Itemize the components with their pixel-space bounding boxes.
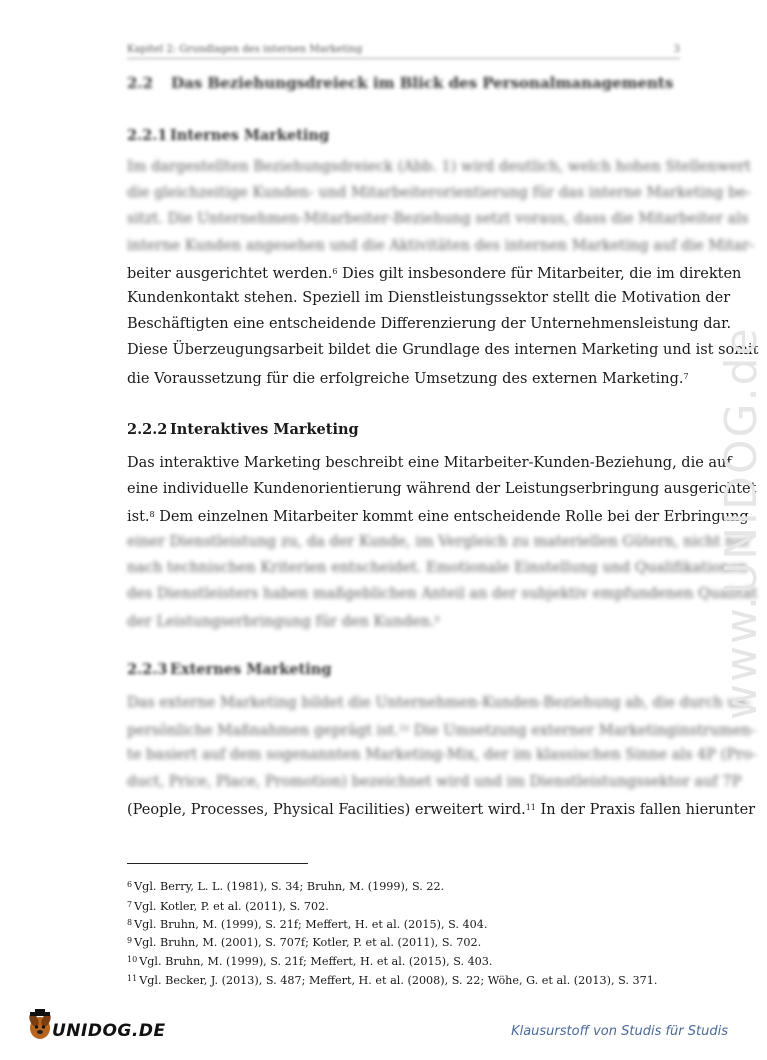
section-heading <box>127 74 687 92</box>
footnote-ref: 6 <box>332 266 338 276</box>
footnote: $^9$ Vgl. Bruhn, M. (2001), S. 707f; Kotler, P. et al. (2011), S. 702. <box>127 936 482 949</box>
section-title: Das Beziehungsdreieck im Blick des Personalmanagements <box>171 74 674 92</box>
logo-text[interactable]: UNIDOG.DE <box>52 1021 166 1041</box>
footnote: $^{11}$ Vgl. Becker, J. (2013), S. 487; Meffert, H. et al. (2008), S. 22; Wöhe, G. et al. (2013), S. 371. <box>127 974 658 987</box>
text-line: die Voraussetzung für die erfolgreiche Umsetzung des externen Marketing.$^7$ <box>127 370 689 387</box>
text-line: der Leistungserbringung für den Kunden.$^9$ <box>127 614 440 631</box>
footnote-ref: 9 <box>434 615 440 625</box>
watermark: www.UNIDOG.de <box>716 326 767 720</box>
subsection-number: 2.2.1 <box>127 127 168 144</box>
subsection-title: Internes Marketing <box>170 127 330 144</box>
footnote-ref: 8 <box>149 510 155 520</box>
footnote: $^{10}$ Vgl. Bruhn, M. (1999), S. 21f; Meffert, H. et al. (2015), S. 403. <box>127 955 493 968</box>
text-line: Kundenkontakt stehen. Speziell im Dienstleistungssektor stellt die Motivation der <box>127 289 731 306</box>
text-line: Diese Überzeugungsarbeit bildet die Grundlage des internen Marketing und ist somit <box>127 342 759 359</box>
footnote-ref: 7 <box>683 371 689 381</box>
footnote: $^8$ Vgl. Bruhn, M. (1999), S. 21f; Meffert, H. et al. (2015), S. 404. <box>127 918 488 931</box>
subsection-heading-external <box>127 661 331 678</box>
running-header <box>127 44 680 59</box>
header-page-number: 3 <box>673 44 680 55</box>
footnote-separator <box>127 863 308 864</box>
text-line: einer Dienstleistung zu, da der Kunde, im Vergleich zu materiellen Gütern, nicht nur <box>127 533 751 550</box>
footnote-ref: 10 <box>398 724 410 734</box>
text-line: des Dienstleisters haben maßgeblichen Anteil an der subjektiv empfundenen Qualität <box>127 585 758 602</box>
footnote: $^7$ Vgl. Kotler, P. et al. (2011), S. 702. <box>127 900 329 913</box>
paragraph-interactive-marketing <box>127 450 758 633</box>
text-line: die gleichzeitige Kunden- und Mitarbeiterorientierung für das interne Marketing be- <box>127 185 751 202</box>
text-line: (People, Processes, Physical Facilities) erweitert wird.$^{11}$ In der Praxis fallen hierunter <box>127 801 756 818</box>
text-line: Das externe Marketing bildet die Unternehmen-Kunden-Beziehung ab, die durch un- <box>127 695 751 711</box>
text-line: persönliche Maßnahmen geprägt ist.$^{10}$ Die Umsetzung externer Marketinginstrumen- <box>127 723 756 740</box>
header-chapter-title: Kapitel 2: Grundlagen des internen Marketing <box>127 44 363 55</box>
text-line: nach technischen Kriterien entscheidet. Emotionale Einstellung und Qualifikationen <box>127 559 748 576</box>
text-line: Das interaktive Marketing beschreibt eine Mitarbeiter-Kunden-Beziehung, die auf <box>127 455 732 471</box>
text-line: sitzt. Die Unternehmen-Mitarbeiter-Beziehung setzt voraus, dass die Mitarbeiter als <box>127 211 749 228</box>
paragraph-internal-marketing <box>127 154 759 390</box>
subsection-heading-interactive <box>127 421 359 438</box>
subsection-title: Interaktives Marketing <box>170 421 359 438</box>
subsection-heading-internal <box>127 127 329 144</box>
footnote: $^6$ Vgl. Berry, L. L. (1981), S. 34; Bruhn, M. (1999), S. 22. <box>127 880 445 893</box>
text-line: eine individuelle Kundenorientierung während der Leistungserbringung ausgerichtet <box>127 481 757 498</box>
subsection-number: 2.2.2 <box>127 421 168 438</box>
text-line: beiter ausgerichtet werden.$^6$ Dies gilt insbesondere für Mitarbeiter, die im direkten <box>127 265 742 282</box>
text-line: Im dargestellten Beziehungsdreieck (Abb. 1) wird deutlich, welch hohen Stellenwert <box>127 159 751 175</box>
footnote-ref: 11 <box>525 802 536 812</box>
paragraph-external-marketing <box>127 690 757 821</box>
text-line: te basiert auf dem sogenannten Marketing-Mix, der im klassischen Sinne als 4P (Pro- <box>127 747 757 764</box>
tagline: Klausurstoff von Studis für Studis <box>511 1024 728 1039</box>
text-line: duct, Price, Place, Promotion) bezeichnet wird und im Dienstleistungssektor auf 7P <box>127 773 742 790</box>
section-number: 2.2 <box>127 74 154 92</box>
text-line: interne Kunden angesehen und die Aktivitäten des internen Marketing auf die Mitar- <box>127 237 755 254</box>
subsection-number: 2.2.3 <box>127 661 168 678</box>
text-line: ist.$^8$ Dem einzelnen Mitarbeiter kommt eine entscheidende Rolle bei der Erbringung <box>127 509 749 526</box>
subsection-title: Externes Marketing <box>170 661 332 678</box>
text-line: Beschäftigten eine entscheidende Differenzierung der Unternehmensleistung dar. <box>127 316 732 333</box>
